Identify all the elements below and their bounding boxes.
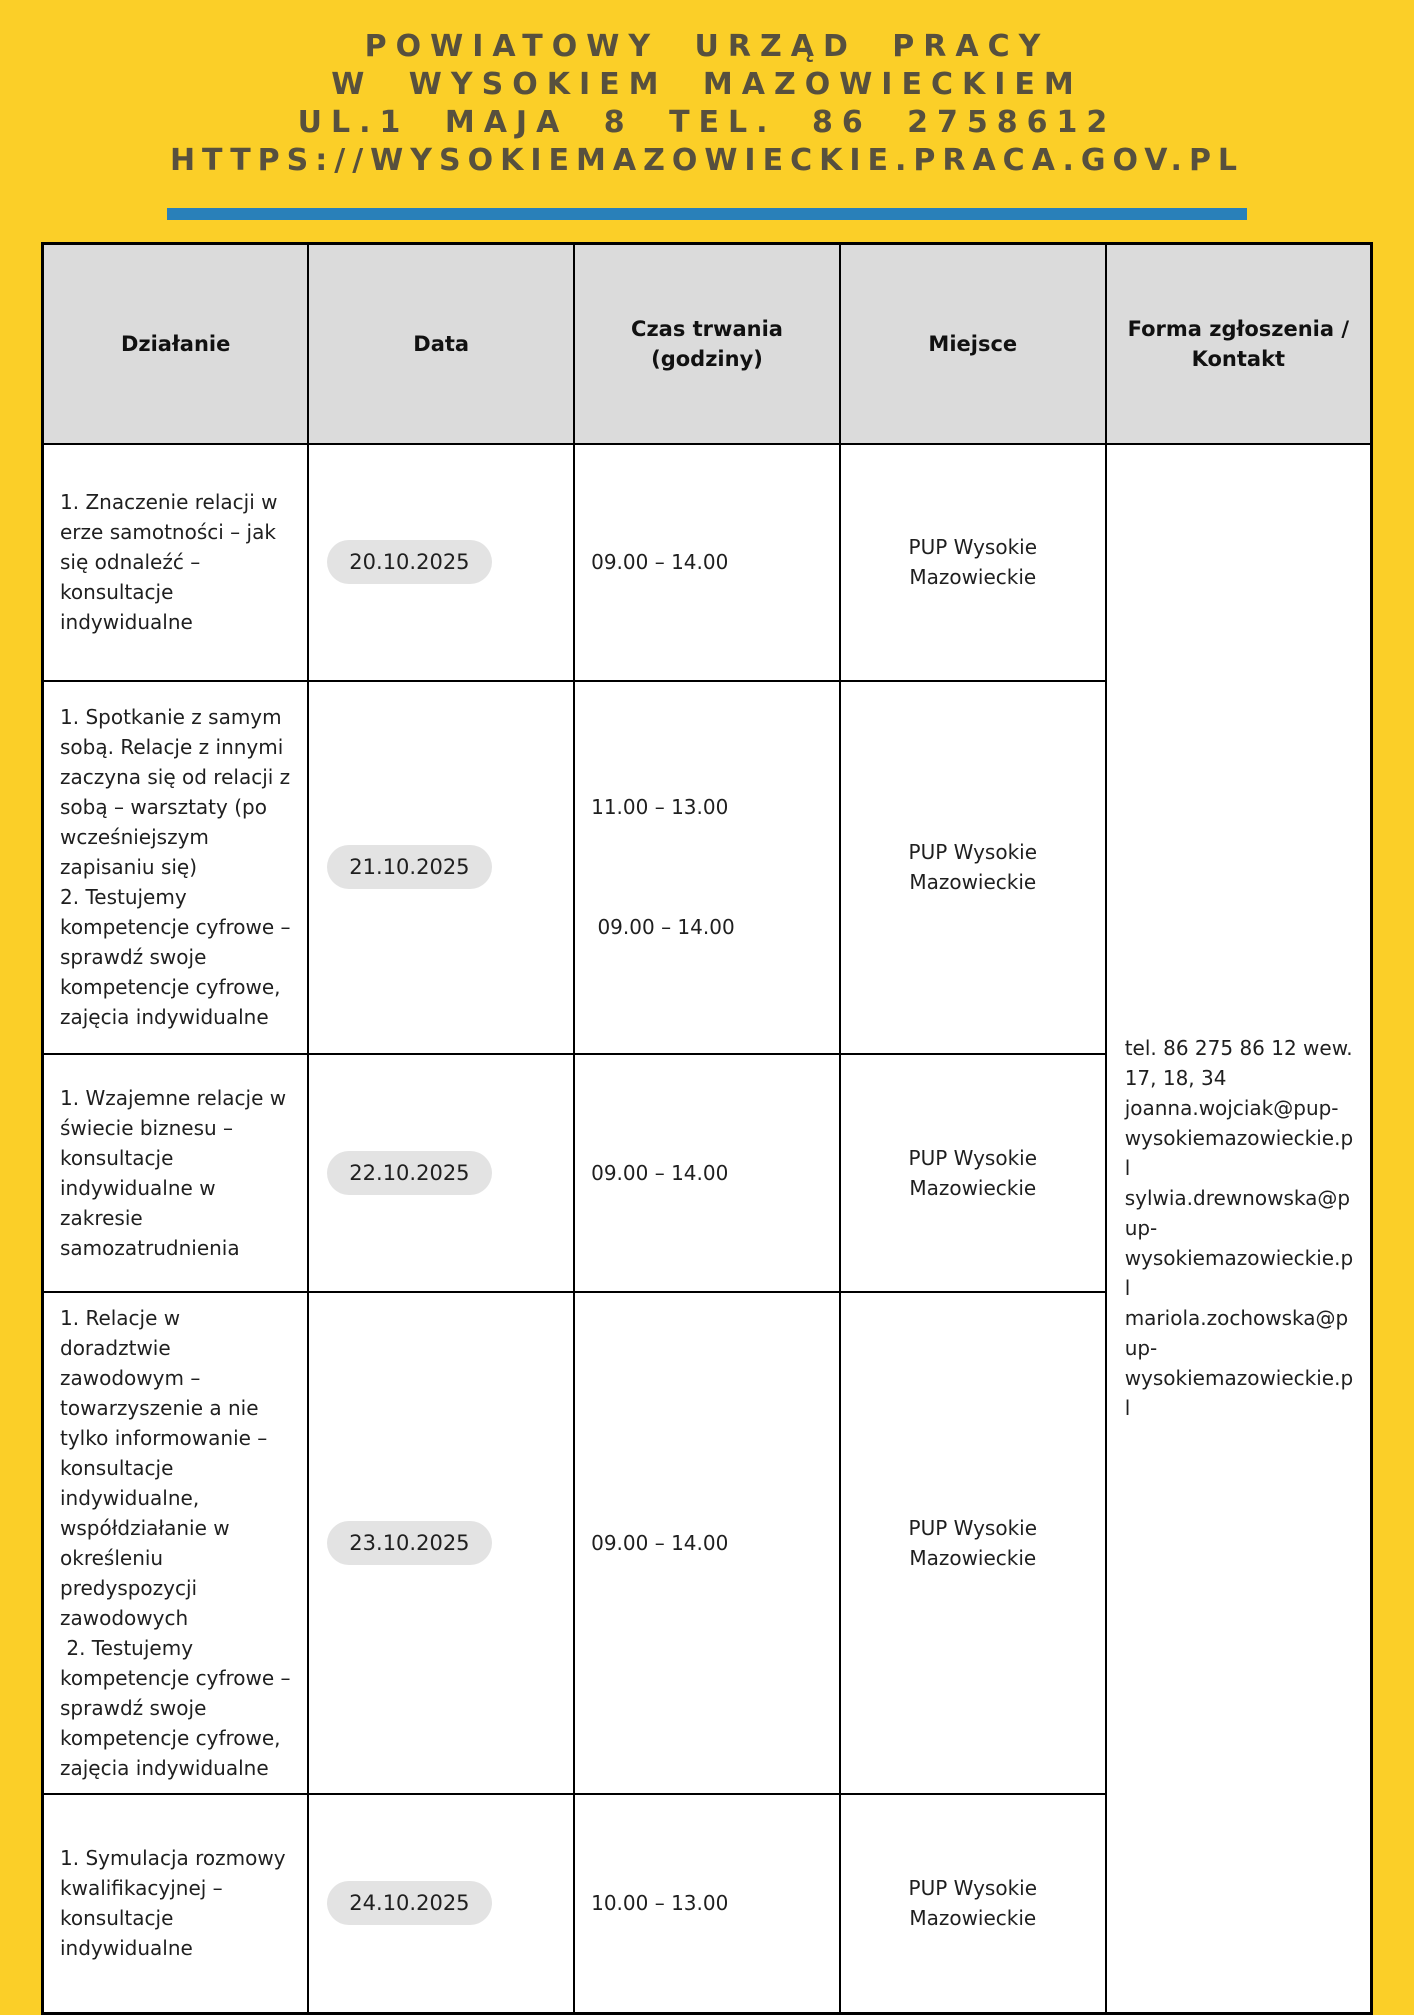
activity-cell: 1. Relacje w doradztwie zawodowym – towarzyszenie a nie tylko informowanie – konsultacje indywidualne, współdziałanie w określeniu predyspozycji zawodowych 2. Testujemy kompetencje cyfrowe – sprawdź swoje kompetencje cyfrowe, zajęcia indywidualne [43, 1292, 309, 1794]
org-name-line-2: W WYSOKIEM MAZOWIECKIEM [331, 67, 1083, 102]
date-cell [308, 1054, 574, 1292]
date-cell [308, 1292, 574, 1794]
date-badge: 23.10.2025 [327, 1521, 491, 1565]
time-cell: 09.00 – 14.00 [574, 1054, 840, 1292]
time-cell: 09.00 – 14.00 [574, 1292, 840, 1794]
date-badge: 21.10.2025 [327, 845, 491, 889]
date-cell [308, 681, 574, 1054]
time-cell: 10.00 – 13.00 [574, 1794, 840, 2014]
place-cell: PUP Wysokie Mazowieckie [840, 1292, 1106, 1794]
column-header-czas-trwania: Czas trwania (godziny) [574, 244, 840, 444]
date-badge: 20.10.2025 [327, 540, 491, 584]
time-cell: 11.00 – 13.00 09.00 – 14.00 [574, 681, 840, 1054]
column-header-miejsce: Miejsce [840, 244, 1106, 444]
address-phone-line: UL.1 MAJA 8 TEL. 86 2758612 [297, 105, 1117, 140]
website-url-line: HTTPS://WYSOKIEMAZOWIECKIE.PRACA.GOV.PL [169, 143, 1245, 178]
contact-cell: tel. 86 275 86 12 wew. 17, 18, 34 joanna.wojciak@pup-wysokiemazowieckie.pl sylwia.drewnowska@pup-wysokiemazowieckie.pl mariola.zochowska@pup-wysokiemazowieckie.pl [1106, 444, 1372, 2014]
time-cell: 09.00 – 14.00 [574, 444, 840, 681]
place-cell: PUP Wysokie Mazowieckie [840, 1054, 1106, 1292]
column-header-data: Data [308, 244, 574, 444]
column-header-forma-zgloszenia: Forma zgłoszenia / Kontakt [1106, 244, 1372, 444]
date-badge: 24.10.2025 [327, 1881, 491, 1925]
schedule-table [41, 242, 1373, 2015]
activity-cell: 1. Spotkanie z samym sobą. Relacje z innymi zaczyna się od relacji z sobą – warsztaty (po wcześniejszym zapisaniu się) 2. Testujemy kompetencje cyfrowe – sprawdź swoje kompetencje cyfrowe, zajęcia indywidualne [43, 681, 309, 1054]
table-row [43, 444, 1372, 681]
place-cell: PUP Wysokie Mazowieckie [840, 444, 1106, 681]
header [0, 28, 1414, 180]
date-badge: 22.10.2025 [327, 1151, 491, 1195]
activity-cell: 1. Symulacja rozmowy kwalifikacyjnej – konsultacje indywidualne [43, 1794, 309, 2014]
activity-cell: 1. Wzajemne relacje w świecie biznesu – konsultacje indywidualne w zakresie samozatrudnienia [43, 1054, 309, 1292]
place-cell: PUP Wysokie Mazowieckie [840, 1794, 1106, 2014]
table-header-row [43, 244, 1372, 444]
date-cell [308, 444, 574, 681]
activity-cell: 1. Znaczenie relacji w erze samotności – jak się odnaleźć – konsultacje indywidualne [43, 444, 309, 681]
place-cell: PUP Wysokie Mazowieckie [840, 681, 1106, 1054]
date-cell [308, 1794, 574, 2014]
org-name-line-1: POWIATOWY URZĄD PRACY [364, 29, 1050, 64]
header-underline-bar [167, 208, 1247, 220]
column-header-dzialanie: Działanie [43, 244, 309, 444]
